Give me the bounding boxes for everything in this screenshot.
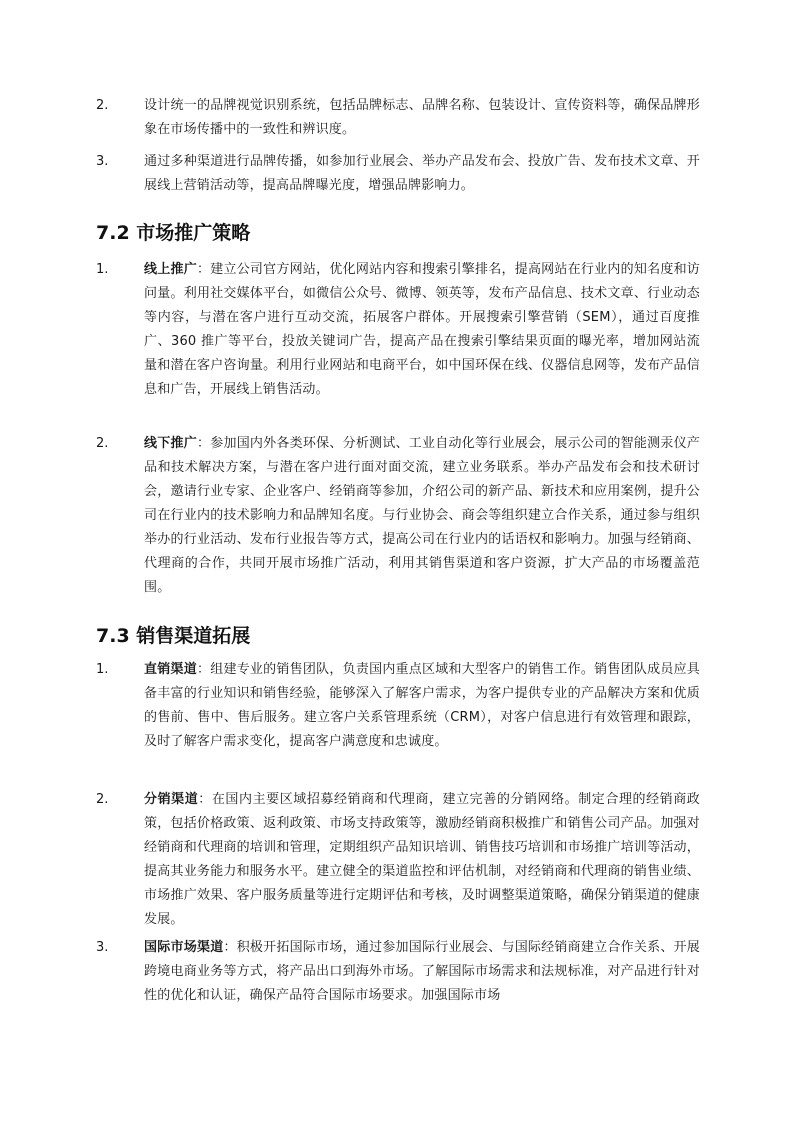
item-label: 分销渠道 bbox=[144, 792, 199, 807]
section-heading-7-2: 7.2 市场推广策略 bbox=[96, 222, 251, 244]
item-body: 参加国内外各类环保、分析测试、工业自动化等行业展会，展示公司的智能测汞仪产品和技术解决方案，与潜在客户进行面对面交流，建立业务联系。举办产品发布会和技术研讨会，邀请行业专家、企业客户、经销商等参加，介绍公司的新产品、新技术和应用案例，提升公司在行业内的技术影响力和品牌知名度。与行业协会、商会等组织建立合作关系，通过参与组织举办的行业活动、发布行业报告等方式，提高公司在行业内的话语权和影响力。加强与经销商、代理商的合作，共同开展市场推广活动，利用其销售渠道和客户资源，扩大产品的市场覆盖范围。 bbox=[144, 436, 701, 595]
item-body: 在国内主要区域招募经销商和代理商，建立完善的分销网络。制定合理的经销商政策，包括价格政策、返利政策、市场支持政策等，激励经销商积极推广和销售公司产品。加强对经销商和代理商的培训和管理，定期组织产品知识培训、销售技巧培训和市场推广培训等活动，提高其业务能力和服务水平。建立健全的渠道监控和评估机制，对经销商和代理商的销售业绩、市场推广效果、客户服务质量等进行定期评估和考核，及时调整渠道策略，确保分销渠道的健康发展。 bbox=[144, 792, 700, 927]
list-text: 设计统一的品牌视觉识别系统，包括品牌标志、品牌名称、包装设计、宣传资料等，确保品牌形象在市场传播中的一致性和辨识度。 bbox=[144, 98, 700, 137]
list-number: 2. bbox=[96, 436, 109, 451]
item-label: 线下推广 bbox=[144, 436, 197, 451]
label-separator: ： bbox=[196, 262, 211, 277]
list-text bbox=[144, 432, 700, 600]
list-number: 3. bbox=[96, 154, 109, 169]
list-text bbox=[144, 658, 700, 754]
list-text bbox=[144, 258, 700, 402]
section-heading-7-3: 7.3 销售渠道拓展 bbox=[96, 625, 251, 647]
list-item bbox=[96, 788, 700, 932]
list-number: 1. bbox=[96, 262, 109, 277]
list-item bbox=[96, 94, 700, 142]
list-number: 2. bbox=[96, 792, 109, 807]
item-label: 直销渠道 bbox=[144, 662, 197, 677]
item-label: 国际市场渠道 bbox=[144, 940, 224, 955]
item-body: 积极开拓国际市场，通过参加国际行业展会、与国际经销商建立合作关系、开展跨境电商业务等方式，将产品出口到海外市场。了解国际市场需求和法规标准，对产品进行针对性的优化和认证，确保产品符合国际市场要求。加强国际市场 bbox=[144, 940, 700, 1003]
list-item bbox=[96, 432, 700, 600]
item-body: 组建专业的销售团队，负责国内重点区域和大型客户的销售工作。销售团队成员应具备丰富的行业知识和销售经验，能够深入了解客户需求，为客户提供专业的产品解决方案和优质的售前、售中、售后服务。建立客户关系管理系统（CRM），对客户信息进行有效管理和跟踪，及时了解客户需求变化，提高客户满意度和忠诚度。 bbox=[144, 662, 701, 749]
label-separator: ： bbox=[198, 792, 212, 807]
label-separator: ： bbox=[196, 436, 211, 451]
list-text: 通过多种渠道进行品牌传播，如参加行业展会、举办产品发布会、投放广告、发布技术文章、开展线上营销活动等，提高品牌曝光度，增强品牌影响力。 bbox=[144, 154, 700, 193]
item-body: 建立公司官方网站，优化网站内容和搜索引擎排名，提高网站在行业内的知名度和访问量。利用社交媒体平台，如微信公众号、微博、领英等，发布产品信息、技术文章、行业动态等内容，与潜在客户进行互动交流，拓展客户群体。开展搜索引擎营销（SEM），通过百度推广、360 推广等平台，投放关键词广告，提高产品在搜索引擎结果页面的曝光率，增加网站流量和潜在客户咨询量。利用行业网站和电商平台，如中国环保在线、仪器信息网等，发布产品信息和广告，开展线上销售活动。 bbox=[144, 262, 701, 397]
list-number: 3. bbox=[96, 940, 109, 955]
list-item bbox=[96, 258, 700, 402]
list-text bbox=[144, 936, 700, 1008]
list-item bbox=[96, 150, 700, 198]
list-item bbox=[96, 936, 700, 1008]
label-separator: ： bbox=[223, 940, 237, 955]
label-separator: ： bbox=[196, 662, 211, 677]
list-number: 2. bbox=[96, 98, 109, 113]
list-text bbox=[144, 788, 700, 932]
list-number: 1. bbox=[96, 662, 109, 677]
list-item bbox=[96, 658, 700, 754]
item-label: 线上推广 bbox=[144, 262, 197, 277]
